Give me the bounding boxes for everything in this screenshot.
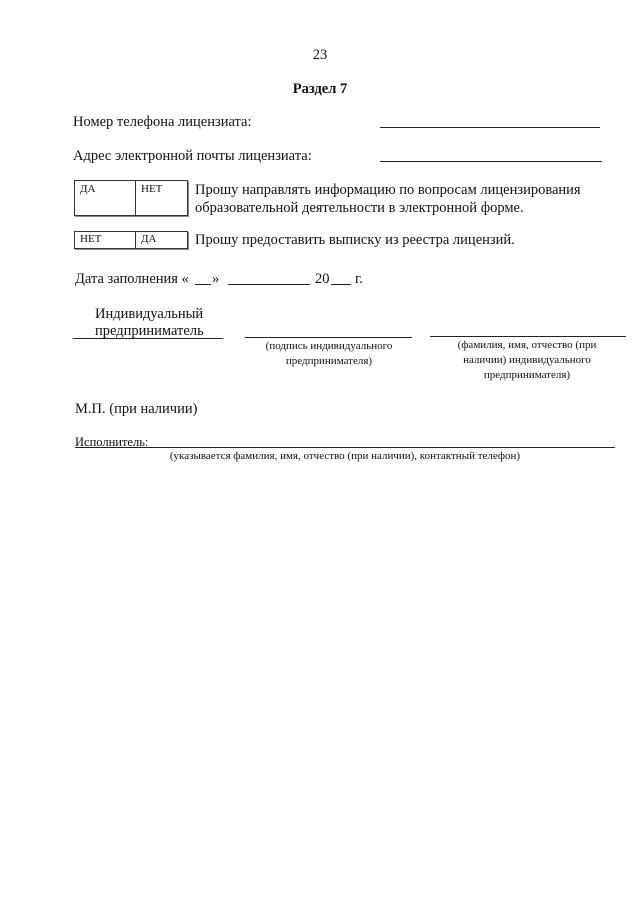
extract-no-option[interactable]: НЕТ [80, 233, 102, 245]
signature-line[interactable] [245, 337, 412, 338]
page-number: 23 [312, 47, 328, 63]
fill-date-prefix: Дата заполнения « [75, 271, 189, 287]
signatory-name-caption: (фамилия, имя, отчество (при наличии) индивидуального предпринимателя) [457, 339, 597, 381]
fill-date-month-line[interactable] [228, 284, 310, 285]
executor-label: Исполнитель: [75, 435, 149, 449]
electronic-choice-box [74, 180, 188, 216]
extract-choice-box [74, 231, 188, 249]
fill-date-suffix: г. [355, 271, 363, 287]
section-title: Раздел 7 [292, 81, 348, 97]
email-label: Адрес электронной почты лицензиата: [73, 148, 312, 164]
email-field-line[interactable] [380, 161, 602, 162]
phone-field-line[interactable] [380, 127, 600, 128]
fill-date-day-line[interactable] [195, 284, 211, 285]
fill-date-year-prefix: 20 [315, 271, 330, 287]
signature-caption: (подпись индивидуального предпринимателя) [265, 340, 393, 367]
extract-request-text: Прошу предоставить выписку из реестра лицензий. [195, 232, 515, 248]
executor-line[interactable] [75, 447, 615, 448]
executor-caption: (указывается фамилия, имя, отчество (при наличии), контактный телефон) [169, 450, 521, 462]
phone-label: Номер телефона лицензиата: [73, 114, 252, 130]
electronic-no-option[interactable]: НЕТ [135, 181, 187, 215]
signatory-role-underline [73, 338, 223, 339]
signatory-role [95, 306, 204, 340]
electronic-request-text: Прошу направлять информацию по вопросам лицензирования образовательной деятельности в электронной форме. [195, 182, 581, 216]
signatory-role-line1: Индивидуальный [95, 306, 204, 322]
signatory-name-line[interactable] [430, 336, 626, 337]
extract-yes-option[interactable]: ДА [135, 232, 187, 248]
signatory-role-line2: предприниматель [95, 323, 204, 339]
fill-date-close-quote: » [212, 271, 220, 287]
stamp-label: М.П. (при наличии) [75, 401, 198, 417]
fill-date-year-line[interactable] [331, 284, 351, 285]
electronic-yes-option[interactable]: ДА [80, 183, 96, 195]
